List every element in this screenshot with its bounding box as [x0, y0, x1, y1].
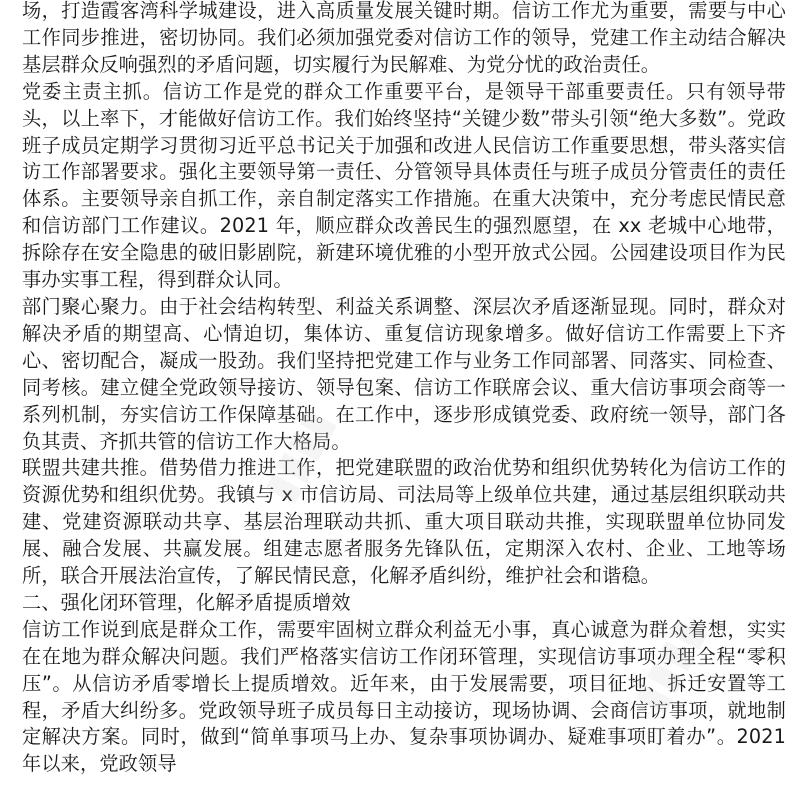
paragraph-2: 党委主责主抓。信访工作是党的群众工作重要平台，是领导干部重要责任。只有领导带头，以上率下，才能做好信访工作。我们始终坚持“关键少数”带头引领“绝大多数”。党政班子成员定期学习贯彻习近平总书记关于加强和改进人民信访工作重要思想，带头落实信访工作部署要求。强化主要领导第一责任、分管领导具体责任与班子成员分管责任的责任体系。主要领导亲自抓工作，亲自制定落实工作措施。在重大决策中，充分考虑民情民意和信访部门工作建议。2021 年，顺应群众改善民生的强烈愿望，在 xx 老城中心地带，拆除存在安全隐患的破旧影剧院，新建环境优雅的小型开放式公园。公园建设项目作为民事办实事工程，得到群众认同。 [22, 79, 786, 292]
paragraph-3: 部门聚心聚力。由于社会结构转型、利益关系调整、深层次矛盾逐渐显现。同时，群众对解决矛盾的期望高、心情迫切，集体访、重复信访现象增多。做好信访工作需要上下齐心、密切配合，凝成一股劲。我们坚持把党建工作与业务工作同部署、同落实、同检查、同考核。建立健全党政领导接访、领导包案、信访工作联席会议、重大信访事项会商等一系列机制，夯实信访工作保障基础。在工作中，逐步形成镇党委、政府统一领导，部门各负其责、齐抓共管的信访工作大格局。 [22, 294, 786, 453]
paragraph-5: 信访工作说到底是群众工作，需要牢固树立群众利益无小事，真心诚意为群众着想，实实在在地为群众解决问题。我们严格落实信访工作闭环管理，实现信访事项办理全程“零积压”。从信访矛盾零增长上提质增效。近年来，由于发展需要，项目征地、拆迁安置等工程，矛盾大纠纷多。党政领导班子成员每日主动接访，现场协调、会商信访事项，就地制定解决方案。同时，做到“简单事项马上办、复杂事项协调办、疑难事项盯着办”。2021 年以来，党政领导 [22, 617, 786, 776]
document-body [22, 0, 786, 778]
paragraph-4: 联盟共建共推。借势借力推进工作，把党建联盟的政治优势和组织优势转化为信访工作的资源优势和组织优势。我镇与 x 市信访局、司法局等上级单位共建，通过基层组织联动共建、党建资源联动共享、基层治理联动共抓、重大项目联动共推，实现联盟单位协同发展、融合发展、共赢发展。组建志愿者服务先锋队伍，定期深入农村、企业、工地等场所，联合开展法治宣传，了解民情民意，化解矛盾纠纷，维护社会和谐稳。 [22, 456, 786, 588]
paragraph-1: 场，打造霞客湾科学城建设，进入高质量发展关键时期。信访工作尤为重要，需要与中心工作同步推进，密切协同。我们必须加强党委对信访工作的领导，党建工作主动结合解决基层群众反响强烈的矛盾问题，切实履行为民解难、为党分忧的政治责任。 [22, 0, 786, 76]
watermark-mark: ▮▮▮▮ [253, 400, 344, 511]
watermark-mark: ▮▮▮▮ [623, 610, 714, 721]
section-heading: 二、强化闭环管理，化解矛盾提质增效 [22, 590, 351, 614]
